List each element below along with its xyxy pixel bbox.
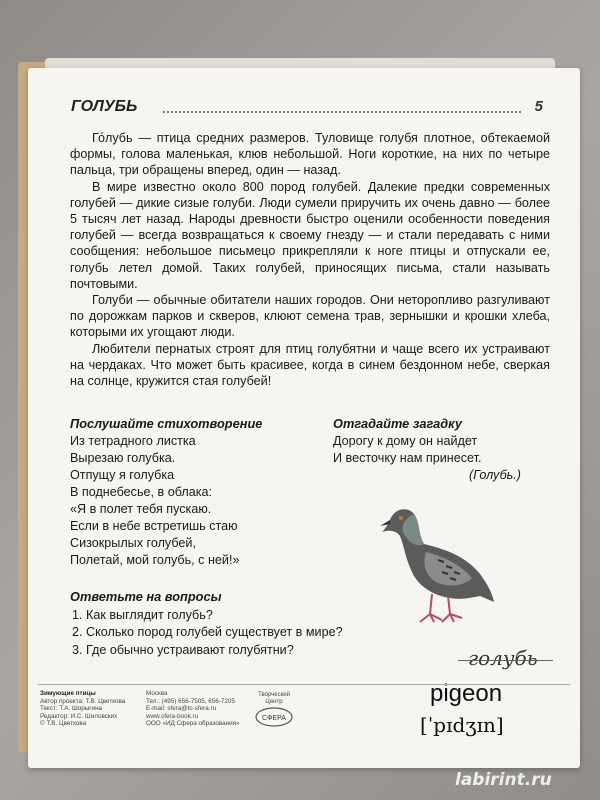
title-dotted-leader	[163, 111, 521, 113]
series-name: Зимующие птицы	[40, 690, 96, 697]
poem-line: «Я в полет тебя пускаю.	[70, 502, 212, 516]
script-underline	[458, 660, 553, 661]
english-word: pigeon	[430, 680, 503, 707]
poem-line: Полетай, мой голубь, с ней!»	[70, 553, 240, 567]
educational-card	[28, 68, 580, 768]
riddle-section	[333, 415, 533, 484]
questions-section	[70, 588, 390, 659]
publisher-site: www.sfera-book.ru	[146, 712, 199, 720]
logo-line-1: Творческий	[258, 692, 290, 698]
footer-credits	[40, 690, 160, 728]
paragraph: Голуби — обычные обитатели наших городов. Они неторопливо разгуливают по дорожкам парков и скверов, клюют семена трав, зернышки и крошки хлеба, которыми их угощают люди.	[70, 293, 550, 340]
transcription: [ˈpɪdʒɪn]	[420, 713, 504, 737]
poem-section	[70, 415, 350, 569]
riddle-heading: Отгадайте загадку	[333, 416, 462, 431]
questions-heading: Ответьте на вопросы	[70, 589, 222, 604]
riddle-line: И весточку нам принесет.	[333, 451, 482, 465]
publisher-logo	[252, 692, 296, 736]
poem-heading: Послушайте стихотворение	[70, 416, 263, 431]
question-item: 3. Где обычно устраивают голубятни?	[86, 642, 390, 660]
pigeon-illustration	[368, 490, 498, 640]
poem-line: Из тетрадного листка	[70, 434, 196, 448]
poem-line: В поднебесье, в облака:	[70, 485, 213, 499]
publisher-name: ООО «ИД Сфера образования»	[146, 720, 240, 728]
logo-name: СФЕРА	[262, 715, 286, 722]
paragraph: Го́лубь — птица средних размеров. Туловище голубя плотное, обтекаемой формы, голова маленькая, клюв небольшой. Ноги короткие, на них по четыре пальца, три обращены вперед, один — назад.	[70, 131, 550, 178]
sphere-logo-icon	[254, 706, 294, 728]
paragraph: Любители пернатых строят для птиц голубятни и чаще всего их устраивают на чердаках. Что может быть красивее, когда в синем бездонном небе, сверкая на солнце, кружится стая голубей!	[70, 341, 550, 389]
script-word: голубь	[468, 646, 538, 670]
question-item: 2. Сколько пород голубей существует в мире?	[86, 624, 390, 642]
logo-line-2: Центр	[265, 699, 283, 705]
publisher-phone: Тел.: (495) 656-7505, 656-7205	[146, 697, 235, 705]
poem-line: Вырезаю голубка.	[70, 451, 176, 465]
question-item: 1. Как выглядит голубь?	[86, 607, 390, 625]
watermark: labirint.ru	[455, 770, 552, 790]
page-number: 5	[534, 98, 543, 115]
poem-line: Сизокрылых голубей,	[70, 536, 196, 550]
footer-divider	[38, 684, 570, 685]
card-header	[71, 98, 543, 122]
poem-line: Отпущу я голубка	[70, 468, 175, 482]
publisher-city: Москва	[146, 690, 168, 697]
paragraph: В мире известно около 800 пород голубей. Далекие предки современных голубей — дикие сизые голуби. Люди сумели приручить их очень давно — более 5 тысяч лет назад. Народы древности быстро оценили особенности поведения голубей — всегда возвращаться к своему гнезду — и стали передавать с ними сообщения: небольшое письмецо прикрепляли к ноге птицы и отпускали ее, голубь летел домой. Таких голубей, приносящих письма, стали называть почтовыми.	[70, 179, 550, 291]
poem-line: Если в небе встретишь стаю	[70, 519, 238, 533]
description-text	[70, 130, 550, 389]
editor-credit: Редактор: И.С. Шиловских	[40, 712, 118, 720]
page-title: ГОЛУБЬ	[71, 98, 138, 115]
riddle-answer: (Голубь.)	[469, 468, 521, 482]
text-credit: Текст: Т.А. Шорыгина	[40, 705, 103, 713]
publisher-email: E-mail: sfera@tc-sfera.ru	[146, 705, 217, 713]
riddle-line: Дорогу к дому он найдет	[333, 434, 478, 448]
author-credit: Автор проекта: Т.В. Цветкова	[40, 697, 126, 705]
questions-list	[70, 607, 390, 660]
copyright: © Т.В. Цветкова	[40, 720, 87, 728]
